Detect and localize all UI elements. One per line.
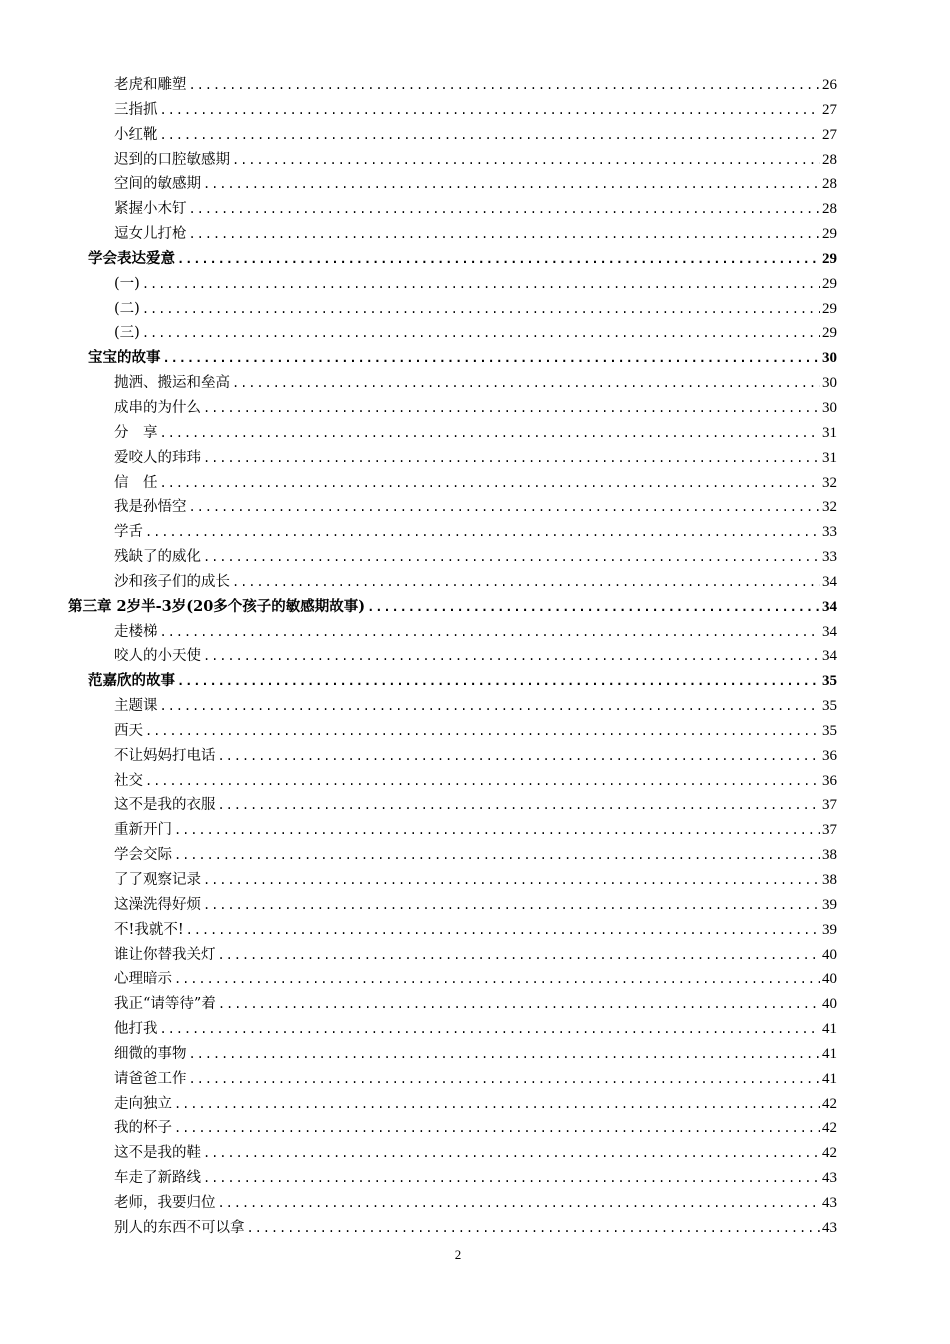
dot-leader [142, 297, 820, 322]
toc-entry-page: 34 [822, 648, 837, 665]
toc-entry-page: 26 [822, 77, 837, 93]
toc-entry[interactable] [0, 1067, 950, 1092]
toc-entry[interactable] [0, 1042, 950, 1067]
dot-leader [203, 1141, 820, 1166]
toc-entry[interactable] [0, 297, 950, 322]
dot-leader [160, 620, 821, 645]
dot-leader [203, 545, 820, 570]
toc-entry[interactable] [0, 247, 950, 272]
toc-entry-title: 谁让你替我关灯 [114, 946, 216, 963]
toc-entry-page: 32 [822, 474, 837, 491]
toc-entry[interactable] [0, 222, 950, 247]
dot-leader [177, 247, 820, 272]
toc-entry-title: 老虎和雕塑 [114, 77, 187, 93]
toc-entry[interactable] [0, 1166, 950, 1191]
toc-entry-page: 29 [822, 275, 837, 292]
toc-entry-title: 重新开门 [114, 822, 172, 839]
toc-entry-page: 27 [822, 101, 837, 118]
toc-entry-page: 39 [822, 896, 837, 913]
toc-entry-page: 42 [822, 1120, 837, 1137]
toc-entry-title: 不让妈妈打电话 [114, 747, 216, 764]
toc-entry-page: 29 [822, 325, 837, 342]
toc-entry-page: 39 [822, 921, 837, 938]
toc-entry-page: 29 [822, 250, 837, 267]
toc-entry-page: 36 [822, 772, 837, 789]
toc-entry[interactable] [0, 868, 950, 893]
toc-entry-page: 29 [822, 226, 837, 243]
dot-leader [189, 73, 821, 98]
toc-entry[interactable] [0, 172, 950, 197]
toc-entry-page: 34 [822, 598, 837, 615]
toc-entry[interactable] [0, 371, 950, 396]
dot-leader [160, 1017, 821, 1042]
dot-leader [247, 1216, 821, 1241]
dot-leader [218, 793, 821, 818]
toc-entry-page: 40 [822, 946, 837, 963]
toc-entry[interactable] [0, 396, 950, 421]
toc-entry-title: 学会交际 [114, 847, 172, 864]
toc-entry-page: 34 [822, 623, 837, 640]
toc-entry-title: (一) [114, 275, 140, 292]
dot-leader [218, 943, 821, 968]
toc-entry-title: 我的杯子 [114, 1120, 172, 1137]
toc-entry[interactable] [0, 694, 950, 719]
toc-entry[interactable] [0, 967, 950, 992]
toc-entry[interactable] [0, 595, 950, 620]
dot-leader [203, 396, 820, 421]
dot-leader [232, 371, 820, 396]
toc-entry-title: 学会表达爱意 [88, 249, 175, 267]
dot-leader [232, 148, 820, 173]
toc-entry[interactable] [0, 148, 950, 173]
toc-entry[interactable] [0, 421, 950, 446]
toc-entry[interactable] [0, 744, 950, 769]
toc-entry[interactable] [0, 818, 950, 843]
toc-entry-page: 38 [822, 847, 837, 864]
dot-leader [160, 98, 821, 123]
dot-leader [163, 346, 821, 371]
toc-entry[interactable] [0, 446, 950, 471]
dot-leader [145, 769, 820, 794]
dot-leader [160, 421, 821, 446]
toc-entry-page: 33 [822, 549, 837, 566]
toc-entry[interactable] [0, 1216, 950, 1241]
toc-entry-title: 抛洒、搬运和垒高 [114, 375, 230, 392]
toc-entry[interactable] [0, 321, 950, 346]
toc-entry-page: 31 [822, 424, 837, 441]
toc-entry-title: 成串的为什么 [114, 399, 201, 416]
toc-entry-title: 心理暗示 [114, 971, 172, 988]
toc-entry[interactable] [0, 520, 950, 545]
toc-entry[interactable] [0, 644, 950, 669]
toc-entry-title: 这澡洗得好烦 [114, 896, 201, 913]
toc-entry[interactable] [0, 893, 950, 918]
toc-entry-page: 41 [822, 1070, 837, 1087]
toc-entry-page: 37 [822, 822, 837, 839]
toc-entry-page: 28 [822, 151, 837, 168]
toc-entry-page: 35 [822, 698, 837, 715]
toc-entry-page: 42 [822, 1095, 837, 1112]
toc-entry[interactable] [0, 545, 950, 570]
toc-entry-title: 这不是我的鞋 [114, 1145, 201, 1162]
toc-entry-page: 27 [822, 126, 837, 143]
toc-entry-title: (二) [114, 300, 140, 317]
toc-entry-title: 请爸爸工作 [114, 1070, 187, 1087]
dot-leader [160, 123, 821, 148]
toc-entry-title: 逗女儿打枪 [114, 226, 187, 243]
toc-entry[interactable] [0, 793, 950, 818]
toc-entry-title: 走向独立 [114, 1095, 172, 1112]
dot-leader [189, 222, 821, 247]
toc-entry-title: 社交 [114, 772, 143, 789]
toc-entry[interactable] [0, 73, 950, 98]
toc-entry[interactable] [0, 719, 950, 744]
dot-leader [160, 471, 821, 496]
dot-leader [174, 843, 820, 868]
dot-leader [189, 495, 821, 520]
toc-entry[interactable] [0, 620, 950, 645]
dot-leader [174, 1092, 820, 1117]
toc-entry[interactable] [0, 843, 950, 868]
toc-entry-page: 40 [822, 971, 837, 988]
dot-leader [142, 321, 820, 346]
toc-entry-title: 别人的东西不可以拿 [114, 1219, 245, 1236]
dot-leader [218, 992, 820, 1017]
toc-entry-title: 西天 [114, 722, 143, 739]
toc-entry[interactable] [0, 992, 950, 1017]
dot-leader [203, 446, 820, 471]
dot-leader [367, 595, 820, 620]
toc-entry-page: 42 [822, 1145, 837, 1162]
toc-entry-page: 38 [822, 872, 837, 888]
toc-entry-page: 30 [822, 375, 837, 392]
dot-leader [174, 967, 820, 992]
toc-entry-title: 我是孙悟空 [114, 499, 187, 516]
toc-entry-page: 43 [822, 1219, 837, 1236]
toc-entry-title: 车走了新路线 [114, 1170, 201, 1187]
dot-leader [145, 520, 820, 545]
dot-leader [203, 172, 820, 197]
dot-leader [174, 1116, 820, 1141]
toc-entry[interactable] [0, 943, 950, 968]
toc-entry-page: 28 [822, 201, 837, 218]
toc-entry[interactable] [0, 669, 950, 694]
toc-entry-title: 我正“请等待”着 [114, 996, 216, 1013]
toc-entry[interactable] [0, 346, 950, 371]
toc-entry-title: 三指抓 [114, 101, 158, 118]
toc-entry[interactable] [0, 570, 950, 595]
dot-leader [189, 197, 821, 222]
toc-entry-page: 35 [822, 722, 837, 739]
toc-entry-title: 残缺了的威化 [114, 549, 201, 566]
dot-leader [160, 694, 821, 719]
toc-entry-title: 细微的事物 [114, 1045, 187, 1062]
toc-entry-page: 34 [822, 573, 837, 590]
toc-entry[interactable] [0, 1017, 950, 1042]
toc-entry-title: 紧握小木钉 [114, 201, 187, 218]
toc-entry-page: 29 [822, 300, 837, 317]
toc-entry-page: 41 [822, 1045, 837, 1062]
toc-entry[interactable] [0, 272, 950, 297]
toc-entry-title: 这不是我的衣服 [114, 797, 216, 814]
dot-leader [145, 719, 820, 744]
dot-leader [218, 1191, 821, 1216]
toc-entry-title: 老师，我要归位 [114, 1194, 216, 1211]
toc-entry-page: 32 [822, 499, 837, 516]
dot-leader [203, 1166, 820, 1191]
toc-entry-page: 28 [822, 176, 837, 193]
toc-entry[interactable] [0, 1092, 950, 1117]
toc-entry-page: 30 [822, 350, 837, 367]
table-of-contents [0, 73, 950, 1241]
dot-leader [218, 744, 821, 769]
toc-entry[interactable] [0, 123, 950, 148]
toc-entry[interactable] [0, 197, 950, 222]
toc-entry-title: 他打我 [114, 1021, 158, 1038]
toc-entry-title: 信 任 [114, 474, 158, 491]
toc-entry-page: 30 [822, 399, 837, 416]
toc-entry-title: 迟到的口腔敏感期 [114, 151, 230, 168]
toc-entry-title: 爱咬人的玮玮 [114, 449, 201, 466]
toc-entry-title: (三) [114, 325, 140, 342]
toc-entry-page: 41 [822, 1021, 837, 1038]
dot-leader [189, 1042, 821, 1067]
toc-entry-title: 第三章 2岁半-3岁(20多个孩子的敏感期故事) [68, 597, 366, 615]
toc-entry[interactable] [0, 1191, 950, 1216]
toc-entry[interactable] [0, 495, 950, 520]
toc-entry[interactable] [0, 769, 950, 794]
dot-leader [189, 1067, 821, 1092]
toc-entry-title: 咬人的小天使 [114, 648, 201, 665]
toc-entry-page: 36 [822, 747, 837, 764]
toc-entry-page: 37 [822, 797, 837, 814]
toc-entry-title: 范嘉欣的故事 [88, 672, 175, 690]
toc-entry[interactable] [0, 98, 950, 123]
toc-entry-page: 43 [822, 1170, 837, 1187]
toc-entry-title: 沙和孩子们的成长 [114, 573, 230, 590]
toc-entry[interactable] [0, 471, 950, 496]
toc-entry-title: 分 享 [114, 424, 158, 441]
page-number: 2 [454, 1247, 462, 1262]
dot-leader [232, 570, 820, 595]
toc-entry-title: 小红靴 [114, 126, 158, 143]
toc-entry-page: 35 [822, 673, 837, 690]
toc-entry-title: 主题课 [114, 698, 158, 715]
dot-leader [177, 669, 820, 694]
toc-entry-page: 31 [822, 449, 837, 466]
toc-entry-page: 33 [822, 524, 837, 541]
toc-entry[interactable] [0, 1141, 950, 1166]
dot-leader [203, 644, 820, 669]
toc-entry[interactable] [0, 918, 950, 943]
toc-entry-title: 学舌 [114, 524, 143, 541]
toc-entry-title: 空间的敏感期 [114, 176, 201, 193]
dot-leader [186, 918, 820, 943]
toc-entry-title: 宝宝的故事 [88, 349, 161, 367]
toc-entry[interactable] [0, 1116, 950, 1141]
toc-entry-title: 走楼梯 [114, 623, 158, 640]
toc-entry-page: 43 [822, 1194, 837, 1211]
toc-entry-title: 不!我就不! [114, 921, 184, 938]
toc-entry-title: 了了观察记录 [114, 872, 201, 888]
dot-leader [203, 868, 820, 893]
toc-entry-page: 40 [822, 996, 837, 1013]
dot-leader [174, 818, 820, 843]
dot-leader [203, 893, 820, 918]
dot-leader [142, 272, 820, 297]
